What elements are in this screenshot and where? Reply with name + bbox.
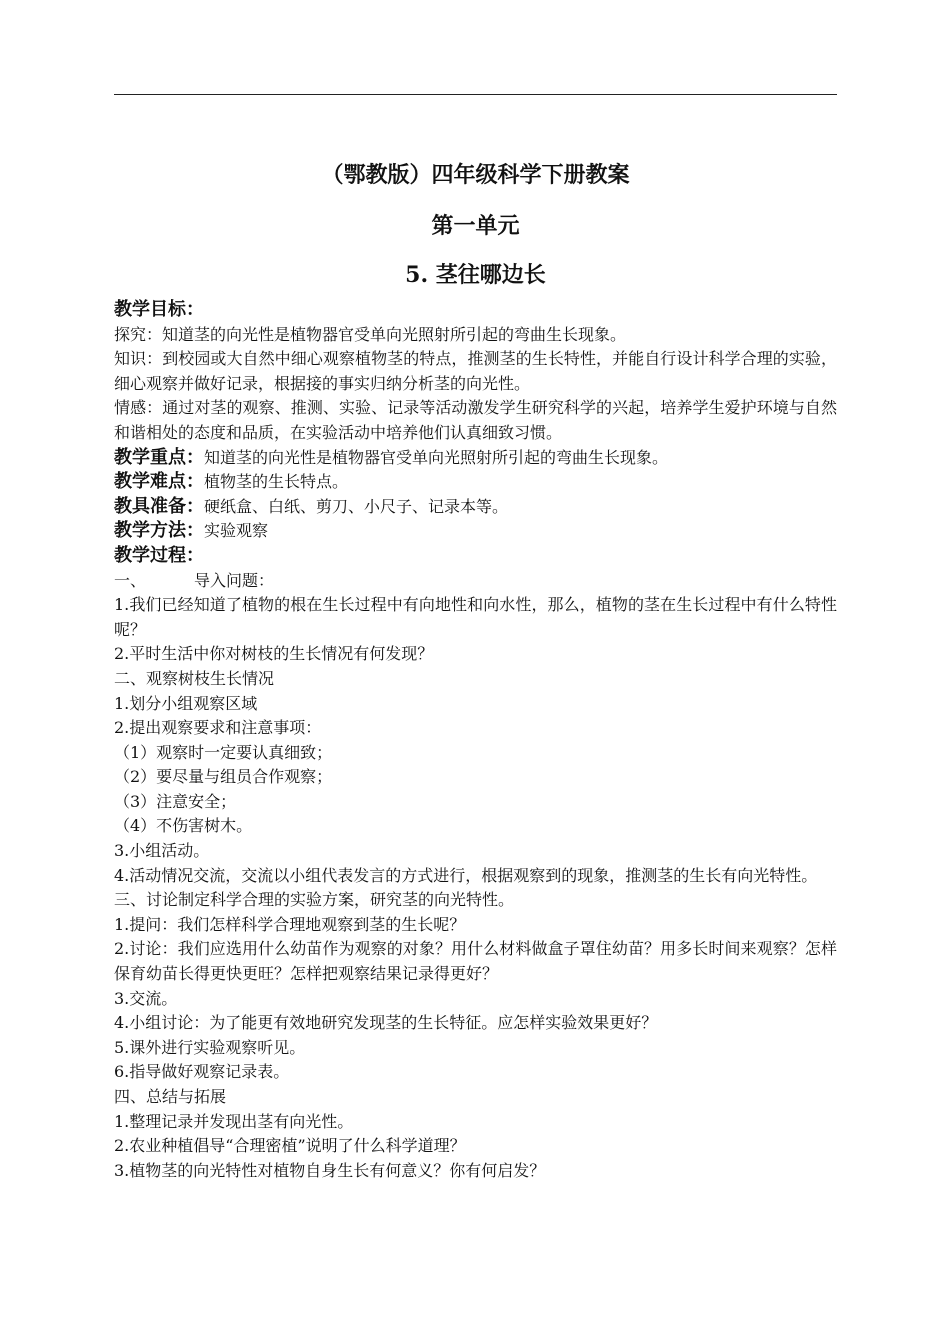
list-item: 5.课外进行实验观察听见。 (114, 1037, 306, 1057)
list-item: 3.小组活动。 (114, 841, 210, 861)
difficulties-label: 教学难点： (114, 471, 204, 493)
list-item: （2）要尽量与组员合作观察； (114, 767, 333, 787)
lesson-title: 5. 茎往哪边长 (405, 262, 546, 288)
objective-knowledge: 知识：到校园或大自然中细心观察植物茎的特点，推测茎的生长特性，并能自行设计科学合理的实验，细心观察并做好记录，根据接的事实归纳分析茎的向光性。 (114, 349, 837, 393)
lesson-body (114, 298, 837, 1183)
key-points-label: 教学重点： (114, 446, 204, 468)
objective-inquiry: 探究：知道茎的向光性是植物器官受单向光照射所引起的弯曲生长现象。 (114, 324, 627, 344)
objective-emotion: 情感：通过对茎的观察、推测、实验、记录等活动激发学生研究科学的兴起，培养学生爱护环境与自然和谐相处的态度和品质，在实验活动中培养他们认真细致习惯。 (114, 398, 837, 442)
list-item: （4）不伤害树木。 (114, 816, 253, 836)
section1-title: 导入问题： (194, 570, 275, 590)
section4-heading: 四、总结与拓展 (114, 1087, 227, 1106)
list-item: 3.植物茎的向光特性对植物自身生长有何意义？你有何启发？ (114, 1160, 546, 1180)
list-item: 2.讨论：我们应选用什么幼苗作为观察的对象？用什么材料做盒子罩住幼苗？用多长时间来观察？怎样保育幼苗长得更快更旺？怎样把观察结果记录得更好？ (114, 939, 837, 984)
section1-number: 一、 (114, 570, 147, 590)
section3-heading: 三、讨论制定科学合理的实验方案，研究茎的向光特性。 (114, 890, 515, 910)
list-item: （1）观察时一定要认真细致； (114, 742, 333, 762)
list-item: 1.划分小组观察区域 (114, 693, 258, 713)
objectives-heading: 教学目标： (114, 299, 204, 320)
list-item: 3.交流。 (114, 988, 178, 1008)
materials-label: 教具准备： (114, 495, 204, 517)
list-item: 1.整理记录并发现出茎有向光性。 (114, 1111, 354, 1131)
key-points (114, 446, 837, 471)
list-item: 2.平时生活中你对树枝的生长情况有何发现？ (114, 644, 434, 664)
unit-title: 第一单元 (431, 213, 520, 239)
materials (114, 495, 837, 520)
section1-heading (114, 569, 837, 594)
process-heading: 教学过程： (114, 544, 204, 566)
list-item: 4.活动情况交流，交流以小组代表发言的方式进行，根据观察到的现象，推测茎的生长有向光特性。 (114, 865, 818, 885)
difficulties (114, 470, 837, 495)
materials-text: 硬纸盒、白纸、剪刀、小尺子、记录本等。 (204, 496, 509, 516)
list-item: 2.农业种植倡导“合理密植”说明了什么科学道理？ (114, 1136, 466, 1156)
list-item: 4.小组讨论：为了能更有效地研究发现茎的生长特征。应怎样实验效果更好？ (114, 1013, 658, 1033)
section2-heading: 二、观察树枝生长情况 (114, 668, 275, 688)
methods-text: 实验观察 (204, 521, 269, 541)
list-item: （3）注意安全； (114, 791, 237, 811)
list-item: 1.提问：我们怎样科学合理地观察到茎的生长呢？ (114, 914, 466, 934)
key-points-text: 知道茎的向光性是植物器官受单向光照射所引起的弯曲生长现象。 (204, 447, 669, 467)
header-rule (114, 94, 837, 95)
methods-label: 教学方法： (114, 520, 204, 542)
list-item: 1.我们已经知道了植物的根在生长过程中有向地性和向水性，那么，植物的茎在生长过程中有什么特性呢？ (114, 595, 837, 639)
methods (114, 519, 837, 544)
document-title: （鄂教版）四年级科学下册教案 (321, 162, 630, 188)
list-item: 6.指导做好观察记录表。 (114, 1062, 290, 1082)
list-item: 2.提出观察要求和注意事项： (114, 718, 322, 738)
difficulties-text: 植物茎的生长特点。 (204, 472, 349, 492)
